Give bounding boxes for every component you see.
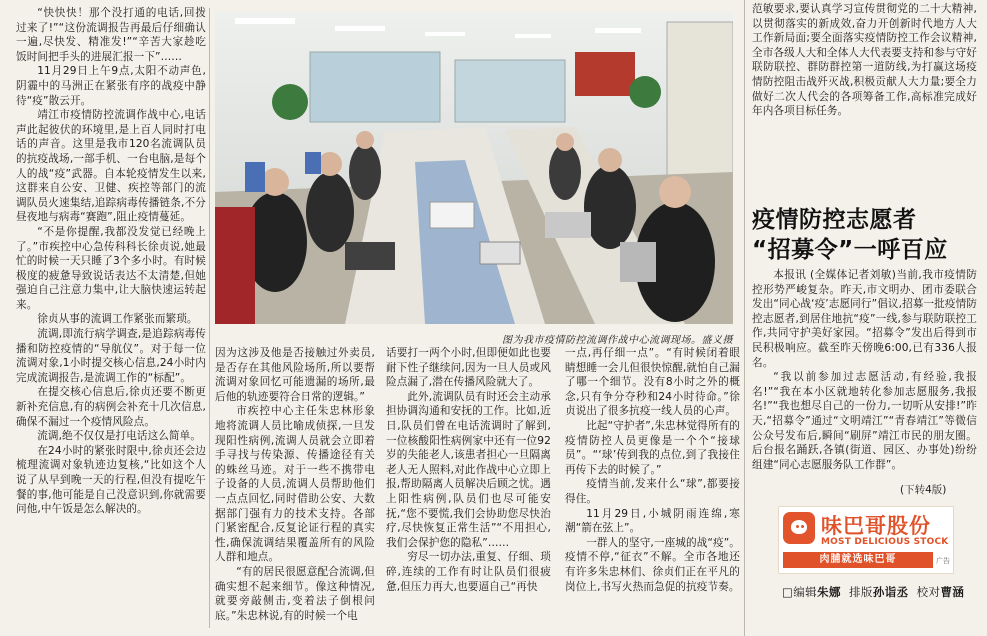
article-headline [752,205,977,265]
paragraph: 一点,再仔细一点”。“有时候闭着眼睛想睡一会儿但很快惊醒,就怕自己漏了哪一个细节。没有8小时之外的概念,只有争分夺秒和24小时待命。”徐贞说出了很多抗疫一线人员的心声。 [565,347,740,418]
paragraph: 徐贞从事的流调工作紧张而繁琐。 [37,313,198,326]
paragraph: “快快快！那个没打通的电话,回拨过来了!”“这份流调报告再最后仔细确认一遍,尽快发、精准发!”“辛苦大家趁吃饭时间把手头的进展汇报一下”…… [16,7,206,63]
paragraph: 在提交核心信息后,徐贞还要不断更新补充信息,有的病例会补充十几次信息,确保不漏过一个疫情风险点。 [16,386,206,428]
office-scene-illustration [215,12,733,324]
ad-brand-name: 味巴哥股份 [821,514,931,538]
proof-name: 曹涵 [940,585,965,599]
editor-name: 朱娜 [817,585,841,599]
right-column-top-text [752,2,977,142]
paragraph: “有的居民很愿意配合流调,但确实想不起来细节。像这种情况,就要旁敲侧击,变着法子倒根问底。”朱忠林说,有的时候一个电 [215,565,375,622]
proof-label: 校对 [916,585,941,599]
paragraph: 11月29日上午9点,太阳不动声色,阴霾中的马洲正在紧张有序的战疫中静待“疫”散云开。 [16,65,206,107]
article-column-3 [386,346,551,634]
layout-name: 孙诣丞 [872,585,909,599]
paragraph: 范敏要求,要认真学习宣传贯彻党的二十大精神,以贯彻落实的新成效,奋力开创新时代地方人大工作新局面;要全面落实疫情防控工作会议精神,全市各级人大和全体人大代表要支持和参与守好联防联控、群防群控第一道防线,为打赢这场疫情防控阻击战歼灭战,积极贡献人大力量;要全力做好二次人代会的各项筹备工作,高标准完成好年内各项目标任务。 [752,3,977,118]
article-column-4 [565,346,740,634]
column-divider [744,0,745,636]
right-column-article [752,268,977,498]
paragraph: 11月29日,小城阴雨连绵,寒潮“箭在弦上”。 [565,507,740,535]
paragraph: 此外,流调队员有时还会主动承担协调沟通和安抚的工作。比如,近日,队员们曾在电话流调时了解到,一位核酸阳性病例家中还有一位92岁的失能老人,该患者担心一旦隔离老人无人照料,对此作战中心立即上报,帮助隔离人员解决后顾之忧。遇上阳性病例,队员们也尽可能安抚,“您不要慌,我们会协助您尽快治疗,尽快恢复正常生活”“不用担心,我们会保护您的隐私”…… [386,390,551,549]
ad-english-name: MOST DELICIOUS STOCK [821,537,949,547]
ad-tag: 广告 [936,557,950,565]
headline-line: 疫情防控志愿者 [752,207,917,233]
paragraph: 在24小时的紧张时限中,徐贞还会边梳理流调对象轨迹边复核,“比如这个人说了从早到晚一天的行程,但没有提吃午餐的事,他可能是自己没意识到,你就需要问他,中午饭是怎么解决的。 [16,444,206,516]
headline-line: “招募令”一呼百应 [752,237,948,263]
photo-caption: 图为我市疫情防控流调作战中心流调现场。盛义摄 [502,335,733,346]
continued-page-note: (下转4版) [900,484,947,496]
column-divider [209,8,210,628]
paragraph: 一群人的坚守,一座城的战“疫”。疫情不停,“征衣”不解。全市各地还有许多朱忠林们、徐贞们正在平凡的岗位上,书写火热而急促的抗疫节奏。 [565,536,740,593]
news-photo [215,12,733,324]
paragraph: 比起“守护者”,朱忠林觉得所有的疫情防控人员更像是一个个“接球员”。“‘球’传到我的点位,到了我接住再传下去的时候了。” [565,419,740,476]
paragraph: 因为这涉及他是否接触过外卖员,是否存在其他风险场所,所以要帮流调对象回忆可能遗漏的场所,最后他的轨迹要符合日常的逻辑。” [215,347,375,403]
page-credits [782,584,964,600]
paragraph: 疫情当前,发来什么“球”,都要接得住。 [565,478,740,505]
paragraph: 本报讯 (全媒体记者刘敏)当前,我市疫情防控形势严峻复杂。昨天,市文明办、团市委联合发出“同心战‘疫’志愿同行”倡议,招募一批疫情防控志愿者,到居住地抗“疫”一线,参与联防联控工作,共同守护美好家园。“招募令”发出后得到市民积极响应。截至昨天傍晚6:00,已有336人报名。 [752,269,977,369]
ad-slogan: 肉脯就选味巴哥 [783,552,933,568]
paragraph: 靖江市疫情防控流调作战中心,电话声此起彼伏的环境里,是上百人同时打电话的声音。这里是我市120名流调队员的抗疫战场,一部手机、一台电脑,是每个人的战“疫”武器。自本轮疫情发生以来,这群来自公安、卫健、疾控等部门的流调队员火速集结,追踪病毒传播链条,不分昼夜地与病毒“赛跑”,阻止疫情蔓延。 [16,109,206,224]
paragraph: 流调,即流行病学调查,是追踪病毒传播和防控疫情的“导航仪”。对于每一位流调对象,1小时提交核心信息,24小时内完成流调报告,是流调工作的“标配”。 [16,328,206,384]
paragraph: “不是你提醒,我都没发觉已经晚上了。”市疾控中心急传科科长徐贞说,她最忙的时候一天只睡了3个多小时。有时候极度的疲惫导致说话表达不太清楚,但她强迫自己注意力集中,让大脑快速运转起来。 [16,225,206,311]
paragraph: 流调,绝不仅仅是打电话这么简单。 [37,430,202,443]
paragraph: 穷尽一切办法,重复、仔细、琐碎,连续的工作有时让队员们很疲惫,但压力再大,也要逼自己“再快 [386,551,551,593]
article-column-1 [16,6,206,634]
paragraph: 市疾控中心主任朱忠林形象地将流调人员比喻成侦探,一旦发现阳性病例,流调人员就会立即着手寻找与传染源、传播途径有关的蛛丝马迹。对于一些不携带电子设备的人员,流调人员帮助他们一点点回忆,同时借助公安、大数据部门强有力的技术支持。各部门紧密配合,反复论证行程的真实性,确保流调结果覆盖所有的风险人群和地点。 [215,405,375,564]
layout-label: 排版 [849,585,873,599]
brand-logo-icon [783,512,815,544]
editor-label: □编辑 [782,585,818,599]
advertisement [778,506,954,574]
article-column-2 [215,346,375,634]
paragraph: 话要打一两个小时,但即便如此也要耐下性子继续问,因为一旦人员或风险点漏了,潜在传播风险就大了。 [386,347,551,389]
paragraph: “我以前参加过志愿活动,有经验,我报名!”“我在本小区就地转化参加志愿服务,我报名!”“我也想尽自己的一份力,一切听从安排!”昨天,“招募令”通过“文明靖江”“青春靖江”等微信公众号发布后,瞬间“刷屏”靖江市民的朋友圈。后台报名踊跃,各镇(街道、园区、办事处)纷纷组建“同心志愿服务队工作群”。 [752,371,977,471]
